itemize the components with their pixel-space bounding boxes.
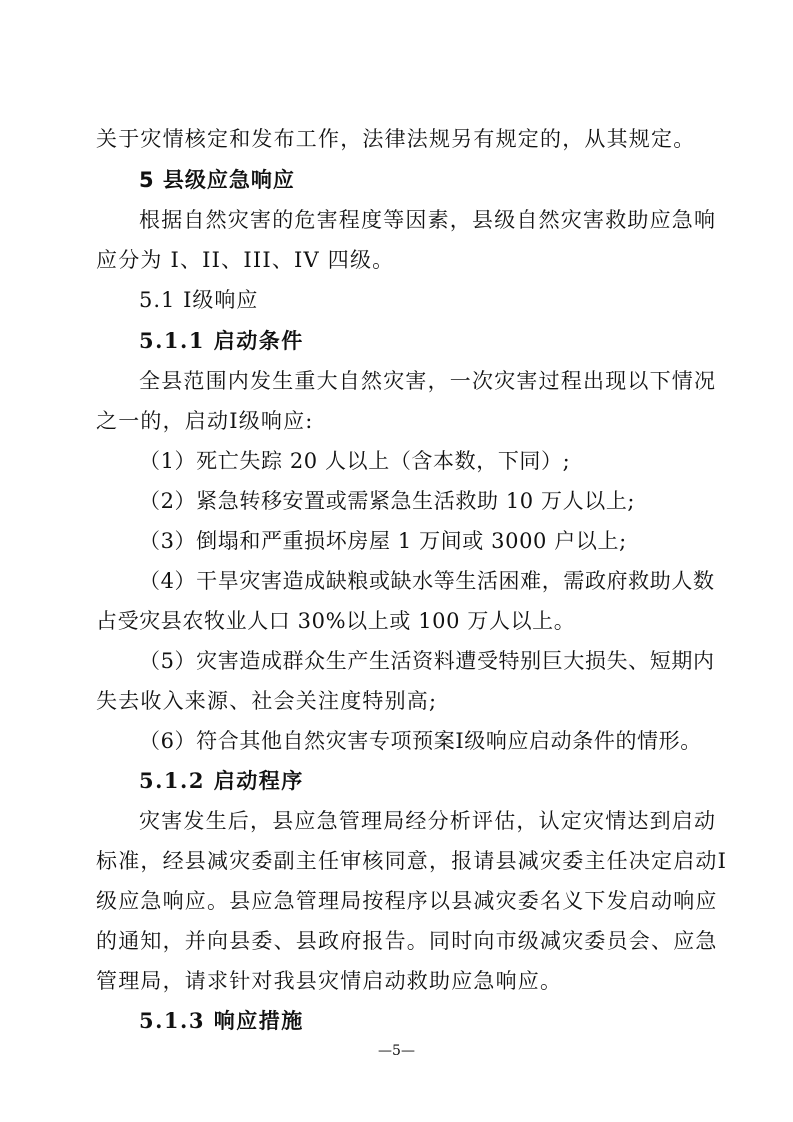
- list-item-4-line-2: 占受灾县农牧业人口 30%以上或 100 万人以上。: [96, 609, 576, 633]
- paragraph-procedure-line-5: 管理局，请求针对我县灾情启动救助应急响应。: [96, 969, 563, 993]
- list-item-3: （3）倒塌和严重损坏房屋 1 万间或 3000 户以上;: [139, 529, 627, 553]
- list-item-4-line-1: （4）干旱灾害造成缺粮或缺水等生活困难，需政府救助人数: [139, 569, 715, 593]
- list-item-6: （6）符合其他自然灾害专项预案Ⅰ级响应启动条件的情形。: [139, 729, 702, 753]
- paragraph-intro-line: 关于灾情核定和发布工作，法律法规另有规定的，从其规定。: [96, 127, 696, 151]
- heading-county-emergency-response: 5 县级应急响应: [139, 168, 295, 192]
- paragraph-conditions-line-1: 全县范围内发生重大自然灾害，一次灾害过程出现以下情况: [139, 369, 717, 393]
- heading-level-1-response: 5.1 Ⅰ级响应: [139, 288, 259, 312]
- paragraph-levels-line-1: 根据自然灾害的危害程度等因素，县级自然灾害救助应急响: [139, 208, 717, 232]
- page-number: —5—: [378, 1043, 415, 1059]
- list-item-2: （2）紧急转移安置或需紧急生活救助 10 万人以上;: [139, 489, 636, 513]
- paragraph-procedure-line-2: 标准，经县减灾委副主任审核同意，报请县减灾委主任决定启动Ⅰ: [96, 849, 728, 873]
- heading-start-procedure: 5.1.2 启动程序: [139, 768, 304, 793]
- paragraph-procedure-line-1: 灾害发生后，县应急管理局经分析评估，认定灾情达到启动: [139, 809, 717, 833]
- paragraph-levels-line-2: 应分为 I、II、III、IV 四级。: [96, 248, 395, 272]
- paragraph-procedure-line-3: 级应急响应。县应急管理局按程序以县减灾委名义下发启动响应: [96, 889, 718, 913]
- heading-response-measures: 5.1.3 响应措施: [139, 1008, 304, 1033]
- paragraph-procedure-line-4: 的通知，并向县委、县政府报告。同时向市级减灾委员会、应急: [96, 929, 718, 953]
- paragraph-conditions-line-2: 之一的，启动Ⅰ级响应:: [96, 409, 314, 433]
- heading-start-conditions: 5.1.1 启动条件: [139, 328, 304, 353]
- list-item-5-line-1: （5）灾害造成群众生产生活资料遭受特别巨大损失、短期内: [139, 649, 715, 673]
- list-item-1: （1）死亡失踪 20 人以上（含本数，下同）;: [139, 449, 571, 473]
- list-item-5-line-2: 失去收入来源、社会关注度特别高;: [96, 689, 438, 713]
